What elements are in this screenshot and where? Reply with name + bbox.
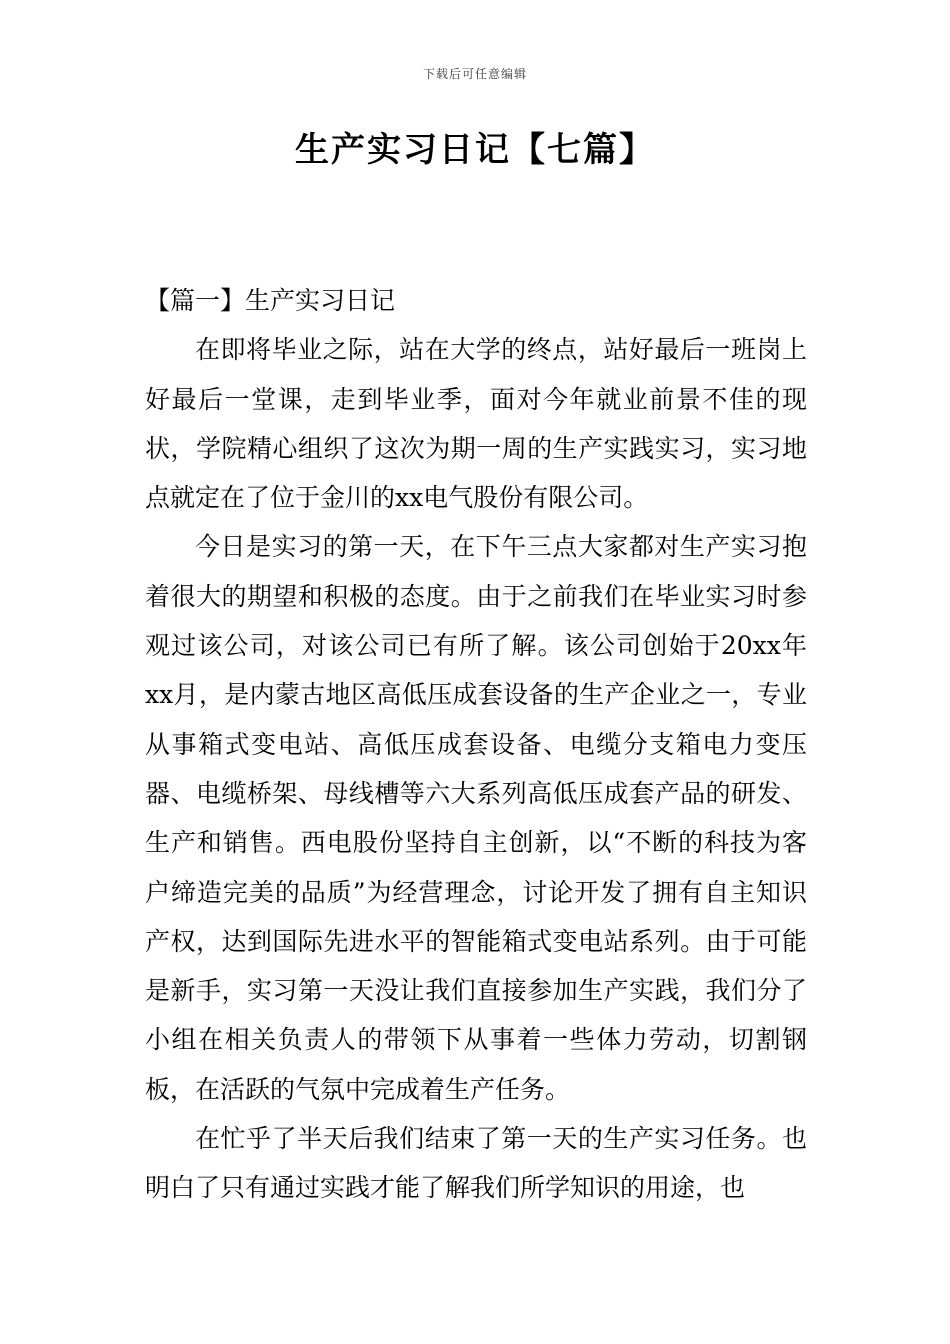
section-heading: 【篇一】生产实习日记 (145, 286, 396, 315)
document-title: 生产实习日记【七篇】 (295, 130, 655, 170)
paragraph-2: 今日是实习的第一天，在下午三点大家都对生产实习抱着很大的期望和积极的态度。由于之前我们在毕业实习时参观过该公司，对该公司已有所了解。该公司创始于20xx年xx月，是内蒙古地区高低压成套设备的生产企业之一，专业从事箱式变电站、高低压成套设备、电缆分支箱电力变压器、电缆桥架、母线槽等六大系列高低压成套产品的研发、生产和销售。西电股份坚持自主创新，以“不断的科技为客户缔造完美的品质”为经营理念，讨论开发了拥有自主知识产权，达到国际先进水平的智能箱式变电站系列。由于可能是新手，实习第一天没让我们直接参加生产实践，我们分了小组在相关负责人的带领下从事着一些体力劳动，切割钢板，在活跃的气氛中完成着生产任务。 (145, 532, 807, 1104)
paragraph-3: 在忙乎了半天后我们结束了第一天的生产实习任务。也明白了只有通过实践才能了解我们所学知识的用途，也 (145, 1124, 807, 1203)
document-body (145, 276, 807, 1213)
paragraph-1: 在即将毕业之际，站在大学的终点，站好最后一班岗上好最后一堂课，走到毕业季，面对今年就业前景不佳的现状，学院精心组织了这次为期一周的生产实践实习，实习地点就定在了位于金川的xx电气股份有限公司。 (145, 335, 807, 513)
header-note: 下载后可任意编辑 (422, 67, 527, 81)
